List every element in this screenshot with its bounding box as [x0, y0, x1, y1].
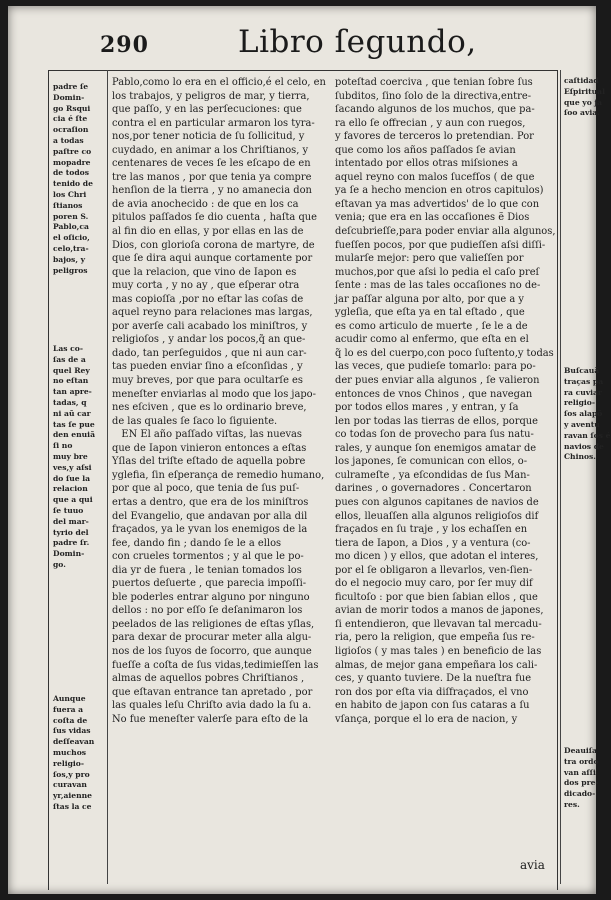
- margin-note-right-2: Buſcauã traças pa ra cuviar religio- ſos alapõ y aventu ravan ſos é navios de Chinos.: [564, 366, 611, 462]
- page-number: 290: [100, 32, 149, 58]
- page-header: [8, 6, 596, 64]
- margin-note-right-3: Deauiſa tra ordo van aſſi dos pre- dicado- res.: [564, 746, 599, 809]
- frame-top-rule: [48, 70, 558, 71]
- margin-note-left-2: Las co- ſas de a quel Rey no eſtan tan apre- tadas, q ni aũ car tas ſe pue den enuiã ſi no muy bre ves,y aſsi do ſue la relacion que a qui ſe tuuo del mar- tyrio del padre ſr. Domin- go.: [53, 344, 95, 569]
- text-column-2: poteſtad coerciva , que tenian ſobre ſus ſubditos, ſino ſolo de la directiva,entre- ſacando algunos de los muchos, que pa- ra ello ſe offrecian , y aun con ruegos, y favores de terceros lo pretendian. Por que como los años paſſados ſe avian intentado por ellos otras miſsiones a aquel reyno con malos ſucefſos ( de que ya ſe a hecho mencion en otros capitulos) eſtavan ya mas advertidos' de lo que con venia; que era en las occaſiones ẽ Dios deſcubrieſſe,para poder enviar alla algunos, fueſſen pocos, por que pudieſſen aſsi diſſi- mularſe mejor: pero que valieſſen por muchos,por que aſsi lo pedia el caſo preſ ſente : mas de las tales occaſiones no de- jar paſſar alguna por alto, por que a y ygleſia, que eſta ya en tal eſtado , que es como articulo de muerte , ſe le a de acudir como al enfermo, que eſta en el q̃ lo es del cuerpo,con poco ſuſtento,y todas las veces, que pudieſe tomarlo: para po- der pues enviar alla algunos , ſe valieron entonces de vnos Chinos , que navegan por todos ellos mares , y entran, y ſa len por todas las tierras de ellos, porque co todas ſon de provecho para ſus natu- rales, y aunque ſon enemigos amatar de los japones, ſe comunican con ellos, o- culrameſte , ya eſcondidas de ſus Man- darines , o governadores . Concertaron pues con algunos capitanes de navios de ellos, lleuaſſen alla algunos religioſos dif fraçados en ſu traje , y los echaſſen en tiera de Iapon, a Dios , y a ventura (co- mo dicen ) y ellos, que adotan el interes, por el ſe obligaron a llevarlos, ven-ſien- do el negocio muy caro, por ſer muy dif ficultoſo : por que bien ſabian ellos , que avian de morir todos a manos de japones, ſi entendieron, que llevavan tal mercadu- ria, pero la religion, que empeña ſus re- ligioſos ( y mas tales ) en beneficio de las almas, de mejor gana empeñara los cali- ces, y quanto tuviere. De la nueſtra fue ron dos por eſta via diſfraçados, el vno en habito de japon con ſus cataras a ſu vſança, porque el lo era de nacion, y: [335, 77, 556, 725]
- text-column-1: Pablo,como lo era en el officio,é el celo, en los trabajos, y peligros de mar, y tierra, que paſſo, y en las perſecuciones: que contra el en particular armaron los tyra- nos,por tener noticia de ſu ſollicitud, y cuydado, en animar a los Chriſtianos, y centenares de veces ſe les eſcapo de en tre las manos , por que tenia ya compre henſion de la tierra , y no amanecia don de avia anochecido : de que en los ca pitulos paſſados ſe dio cuenta , haſta que al fin dio en ellas, y por ellas en las de Dios, con glorioſa corona de martyre, de que ſe dira aqui aunque cortamente por que la relacion, que vino de Iapon es muy corta , y no ay , que eſperar otra mas copioſſa ,por no eſtar las coſas de aquel reyno para relaciones mas largas, por averſe cali acabado los miniſtros, y religioſos , y andar los pocos,q̃ an que- dado, tan perſeguidos , que ni aun car- tas pueden enviar ſino a eſconſidas , y muy breves, por que para ocultarſe es meneſter enviarlas al modo que los japo- nes eſciven , que es lo ordinario breve, de las quales ſe ſaco lo ſiguiente. EN El año paſſado viſtas, las nuevas que de Iapon vinieron entonces a eſtas Yſlas del triſte eſtado de aquella pobre yglefia, ſin eſperança de remedio humano, por que al poco, que tenia de ſus puſ- ertas a dentro, que era de los miniſtros del Evangelio, que andavan por alla dil fraçados, ya le yvan los enemigos de la fee, dando fin ; dando ſe le a ellos con crueles tormentos ; y al que le po- dia yr de fuera , le tenian tomados los puertos deſuerte , que parecia impoſſi- ble poderles entrar alguno por ninguno dellos : no por eſſo ſe deſanimaron los peelados de las religiones de eſtas yſlas, para dexar de procurar meter alla algu- nos de los ſuyos de ſocorro, que aunque fueſſe a coſta de ſus vidas,tedimieſſen las almas de aquellos pobres Chriſtianos , que eſtavan entrance tan apretado , por las quales leſu Chriſto avia dado la ſu a. No fue meneſter valerſe para eſto de la: [112, 77, 326, 725]
- frame-left-rule: [48, 70, 49, 890]
- catchword: avia: [520, 858, 545, 872]
- running-title: Libro ſegundo,: [238, 24, 477, 60]
- margin-note-left-3: Aunque fuera a coſta de ſus vidas deſſeavan muchos religio- ſos,y pro curavan yr,aienne ſtas la ce: [53, 694, 95, 811]
- book-page: [8, 6, 611, 894]
- frame-right-rule: [557, 70, 558, 890]
- margin-note-left-1: padre ſe Domin- go Rsqui cia é ſte ocraſion a todas paſtre co mopadre de todos tenido de los Chri ſtianos poren S. Pablo,ca el oſicio, celo,tra- bajos, y peligros: [53, 82, 93, 275]
- margin-divider-right: [560, 70, 561, 884]
- margin-divider-left: [107, 70, 108, 884]
- margin-note-right-1: caſtidad Eſpiritual que yo ja ſoo avia.: [564, 76, 605, 118]
